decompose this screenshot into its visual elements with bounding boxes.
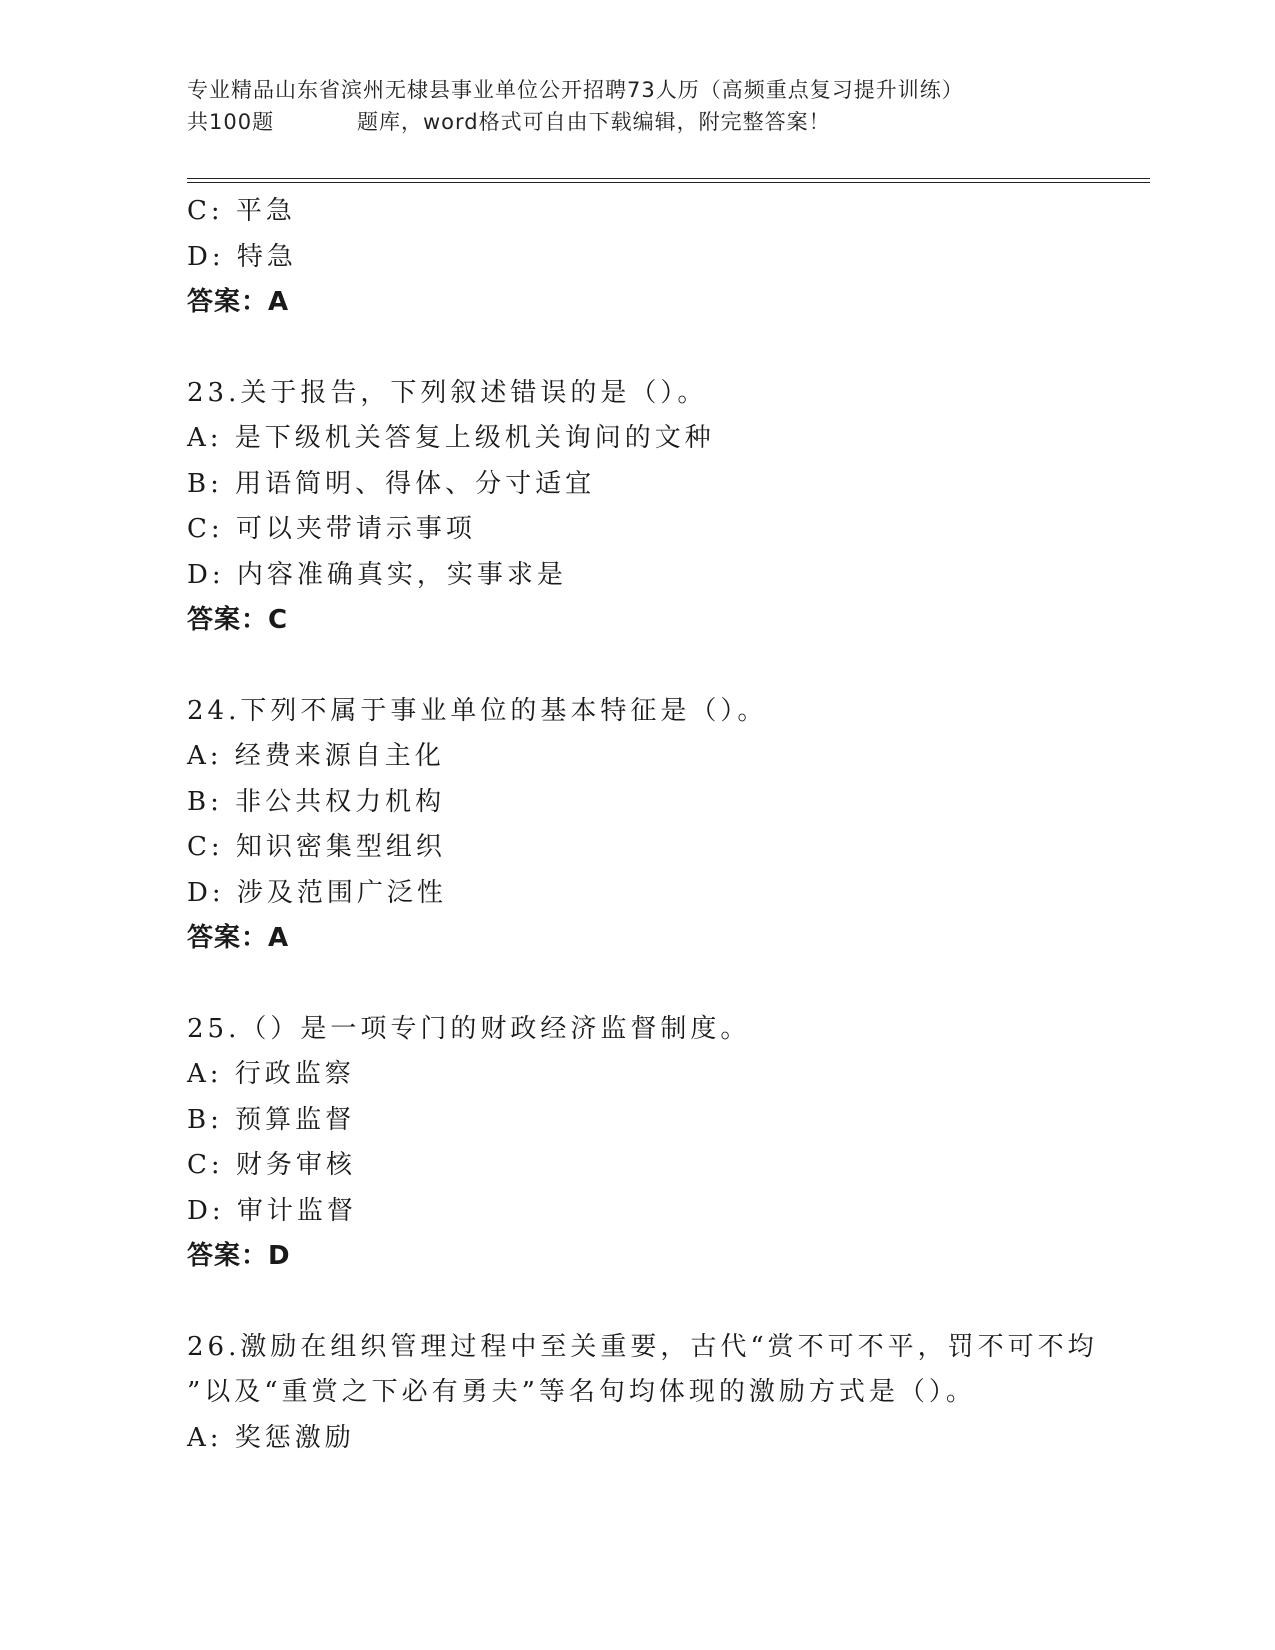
- answer-line: 答案：A: [187, 923, 290, 953]
- option-c: C: 知识密集型组织: [187, 832, 446, 862]
- question-spacer: [187, 644, 1087, 689]
- question-stem: 25.（）是一项专门的财政经济监督制度。: [187, 1013, 751, 1044]
- header-description: 题库，word格式可自由下载编辑，附完整答案！: [357, 110, 831, 134]
- header-divider-bottom: [187, 182, 1150, 183]
- option-a: A: 行政监察: [187, 1059, 355, 1089]
- question-23: [187, 371, 1087, 644]
- option-d: D: 涉及范围广泛性: [187, 877, 447, 908]
- option-a: A: 是下级机关答复上级机关询问的文种: [187, 423, 715, 453]
- option-c: C: 财务审核: [187, 1150, 356, 1180]
- question-content: [187, 189, 1098, 1461]
- header-subtitle-line: [187, 106, 1087, 138]
- question-stem: 23.关于报告，下列叙述错误的是（）。: [187, 377, 708, 408]
- option-c: C: 平急: [187, 196, 296, 226]
- question-stem-line-2: ”以及“重赏之下必有勇夫”等名句均体现的激励方式是（）。: [187, 1377, 976, 1407]
- question-spacer: [187, 962, 1087, 1007]
- answer-line: 答案：D: [187, 1241, 291, 1271]
- answer-line: 答案：A: [187, 287, 290, 317]
- option-b: B: 非公共权力机构: [187, 786, 446, 817]
- question-22-continued: [187, 189, 1087, 326]
- header-divider-top: [187, 178, 1150, 179]
- header-title-line: 专业精品山东省滨州无棣县事业单位公开招聘73人历（高频重点复习提升训练）: [187, 78, 964, 102]
- answer-line: 答案：C: [187, 605, 289, 635]
- option-b: B: 用语简明、得体、分寸适宜: [187, 468, 596, 499]
- option-a: A: 经费来源自主化: [187, 741, 445, 771]
- option-b: B: 预算监督: [187, 1104, 356, 1135]
- question-24: [187, 689, 1087, 962]
- option-d: D: 审计监督: [187, 1195, 357, 1226]
- question-26: [187, 1325, 1098, 1462]
- option-d: D: 特急: [187, 241, 297, 272]
- option-c: C: 可以夹带请示事项: [187, 514, 476, 544]
- option-d: D: 内容准确真实，实事求是: [187, 559, 567, 590]
- option-a: A: 奖惩激励: [187, 1422, 355, 1453]
- question-spacer: [187, 326, 1087, 371]
- question-stem: 24.下列不属于事业单位的基本特征是（）。: [187, 695, 768, 726]
- page-header: [187, 74, 1087, 138]
- question-25: [187, 1007, 1087, 1280]
- question-spacer: [187, 1280, 1087, 1325]
- question-stem-line-1: 26.激励在组织管理过程中至关重要，古代“赏不可不平，罚不可不均: [187, 1331, 1098, 1362]
- header-question-count: 共100题: [187, 110, 275, 134]
